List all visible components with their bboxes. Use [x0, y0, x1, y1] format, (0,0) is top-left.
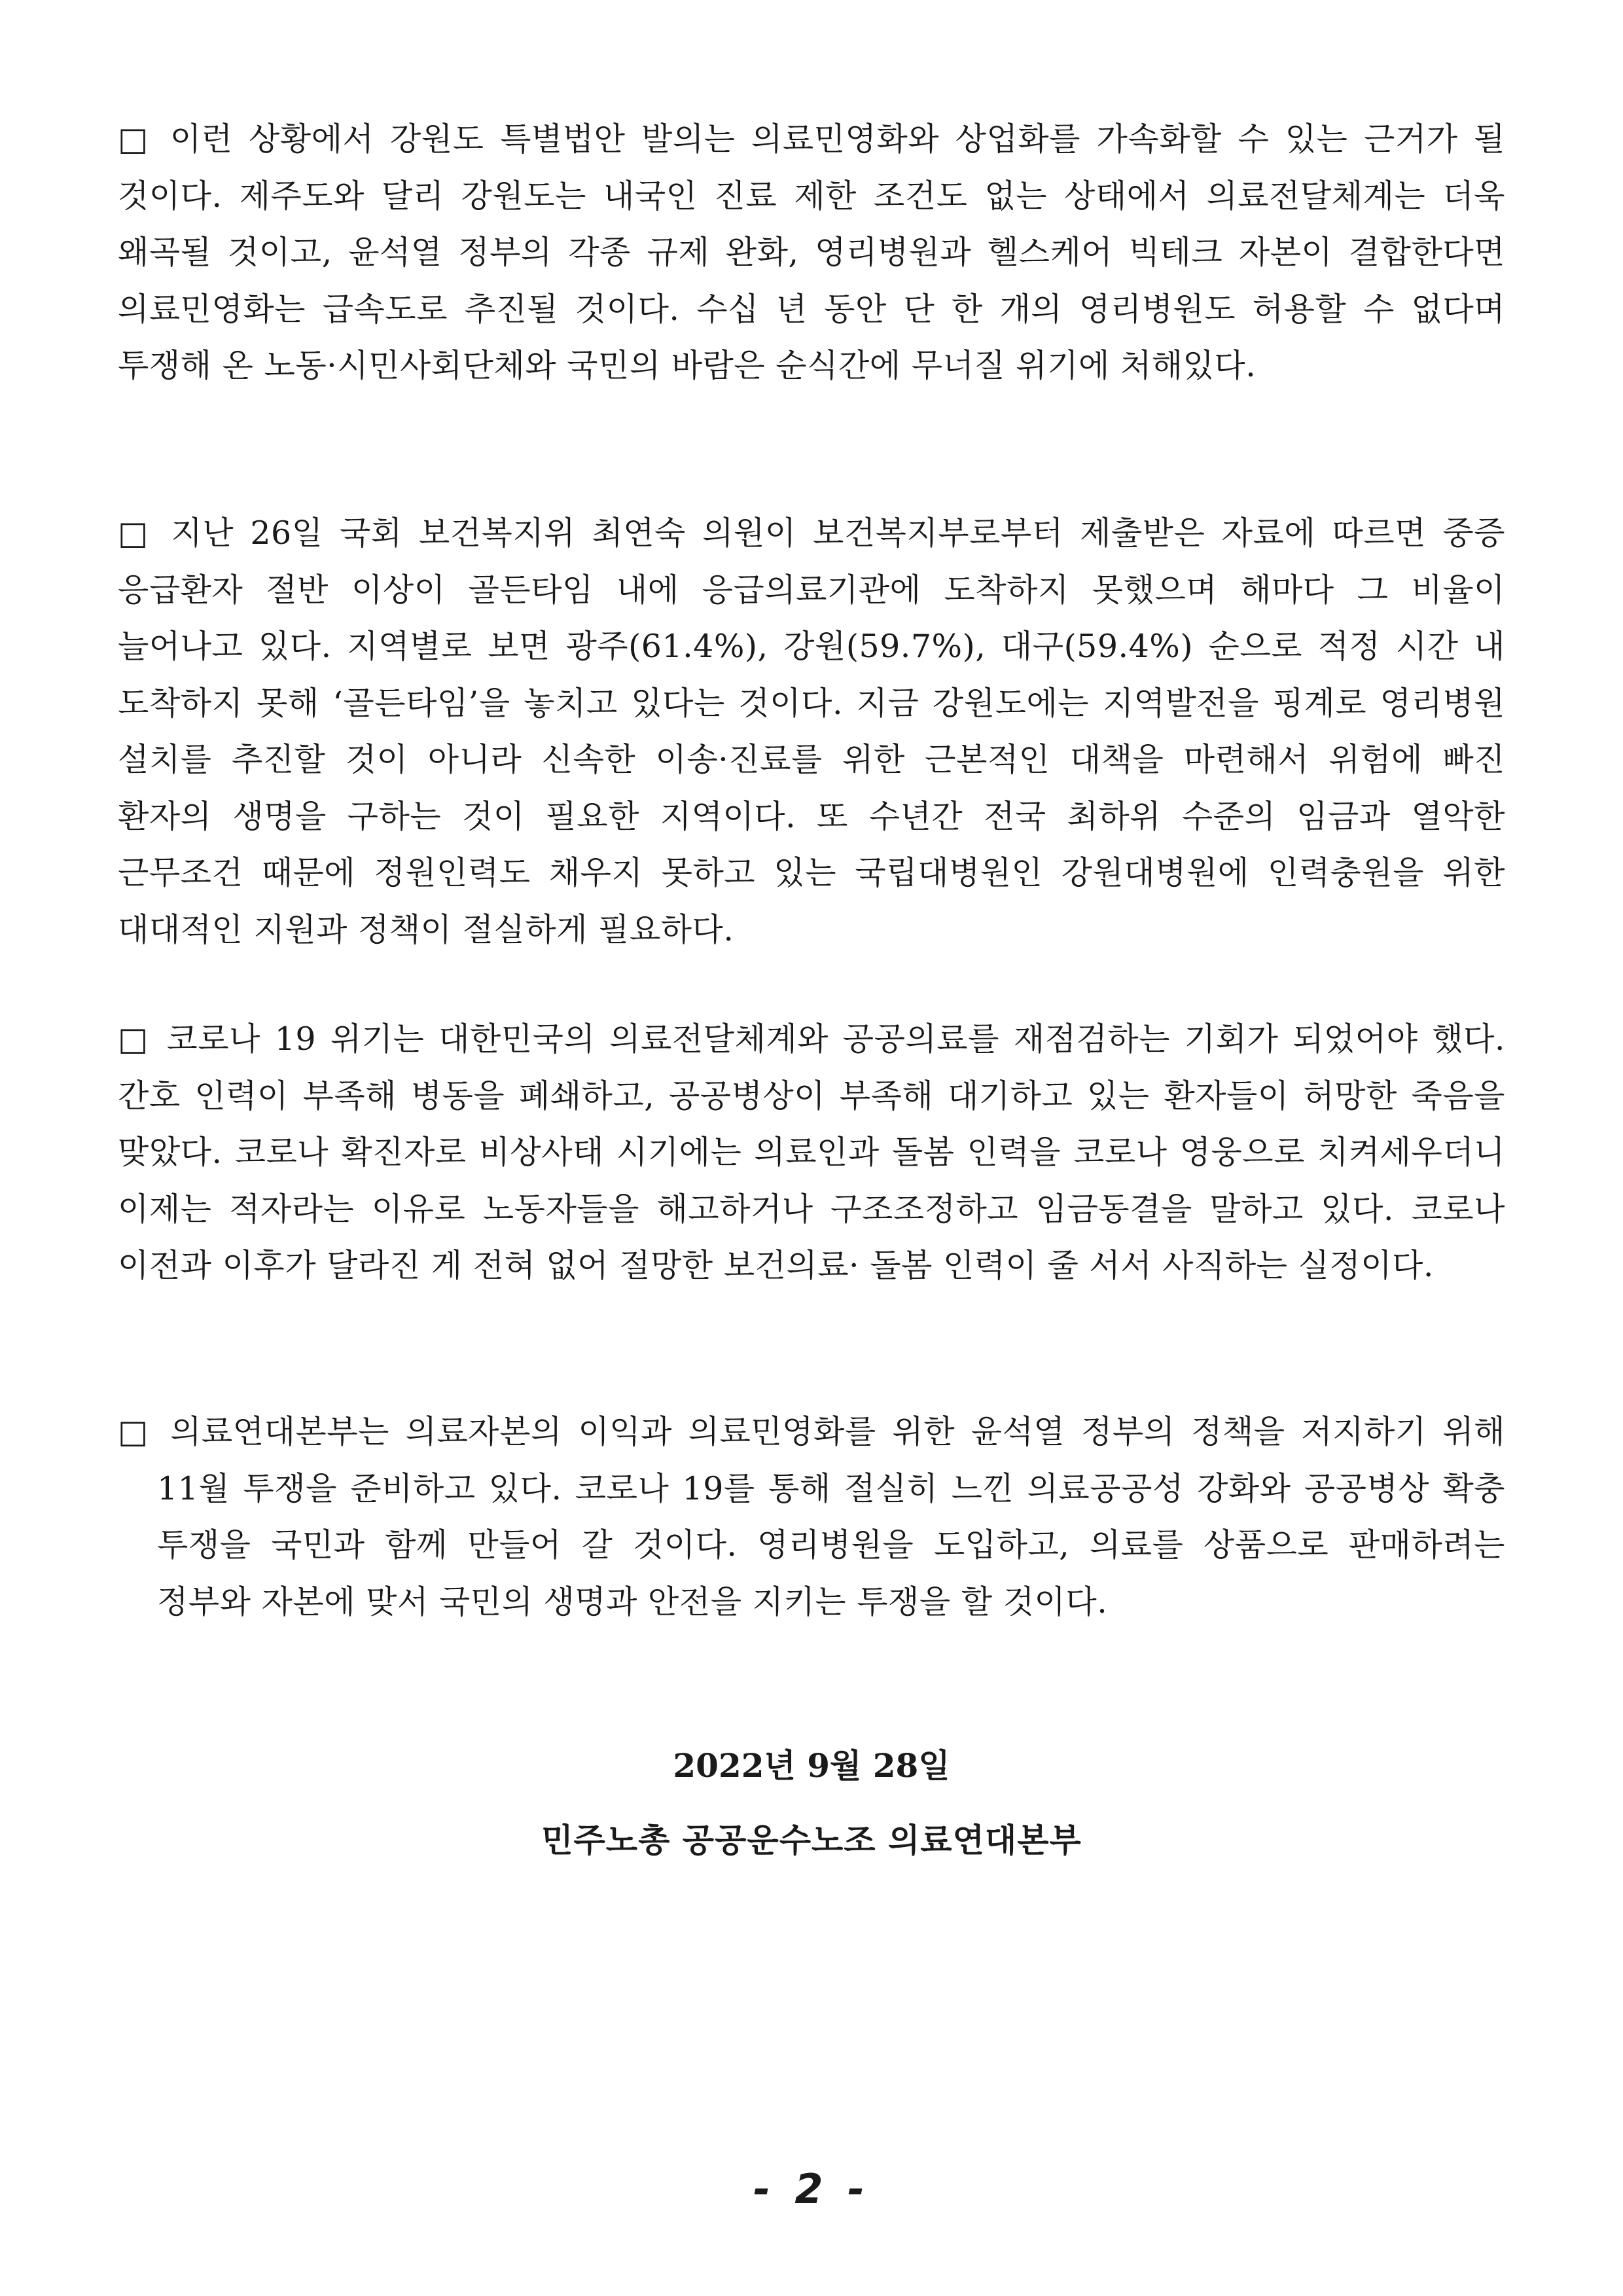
paragraph-2: □ 지난 26일 국회 보건복지위 최연숙 의원이 보건복지부로부터 제출받은 자료에 따르면 중증 응급환자 절반 이상이 골든타임 내에 응급의료기관에 도착하지 못했으며 해마다 그 비율이 늘어나고 있다. 지역별로 보면 광주(61.4%), 강원(59.7%), 대구(59.4%) 순으로 적정 시간 내 도착하지 못해 ‘골든타임’을 놓치고 있다는 것이다. 지금 강원도에는 지역발전을 핑계로 영리병원 설치를 추진할 것이 아니라 신속한 이송·진료를 위한 근본적인 대책을 마련해서 위험에 빠진 환자의 생명을 구하는 것이 필요한 지역이다. 또 수년간 전국 최하위 수준의 임금과 열악한 근무조건 때문에 정원인력도 채우지 못하고 있는 국립대병원인 강원대병원에 인력충원을 위한 대대적인 지원과 정책이 절실하게 필요하다.: [118, 514, 1505, 948]
paragraph-1: □ 이런 상황에서 강원도 특별법안 발의는 의료민영화와 상업화를 가속화할 수 있는 근거가 될 것이다. 제주도와 달리 강원도는 내국인 진료 제한 조건도 없는 상태에서 의료전달체계는 더욱 왜곡될 것이고, 윤석열 정부의 각종 규제 완화, 영리병원과 헬스케어 빅테크 자본이 결합한다면 의료민영화는 급속도로 추진될 것이다. 수십 년 동안 단 한 개의 영리병원도 허용할 수 없다며 투쟁해 온 노동·시민사회단체와 국민의 바람은 순식간에 무너질 위기에 처해있다.: [118, 120, 1505, 384]
paragraph-3: □ 코로나 19 위기는 대한민국의 의료전달체계와 공공의료를 재점검하는 기회가 되었어야 했다. 간호 인력이 부족해 병동을 폐쇄하고, 공공병상이 부족해 대기하고 있는 환자들이 허망한 죽음을 맞았다. 코로나 확진자로 비상사태 시기에는 의료인과 돌봄 인력을 코로나 영웅으로 치켜세우더니 이제는 적자라는 이유로 노동자들을 해고하거나 구조조정하고 임금동결을 말하고 있다. 코로나 이전과 이후가 달라진 게 전혀 없어 절망한 보건의료· 돌봄 인력이 줄 서서 사직하는 실정이다.: [118, 1020, 1505, 1284]
paragraph-4: □ 의료연대본부는 의료자본의 이익과 의료민영화를 위한 윤석열 정부의 정책을 저지하기 위해 11월 투쟁을 준비하고 있다. 코로나 19를 통해 절실히 느낀 의료공공성 강화와 공공병상 확충 투쟁을 국민과 함께 만들어 갈 것이다. 영리병원을 도입하고, 의료를 상품으로 판매하려는 정부와 자본에 맞서 국민의 생명과 안전을 지키는 투쟁을 할 것이다.: [118, 1413, 1505, 1621]
page-number: - 2 -: [753, 2165, 870, 2213]
organization-name: 민주노총 공공운수노조 의료연대본부: [541, 1821, 1082, 1859]
statement-date: 2022년 9월 28일: [673, 1746, 950, 1785]
